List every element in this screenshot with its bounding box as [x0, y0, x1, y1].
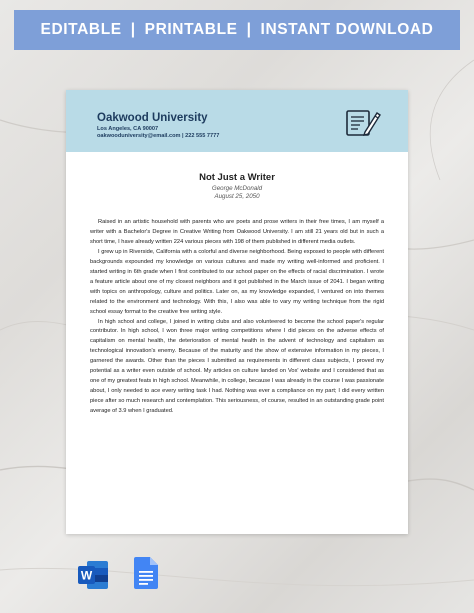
body-paragraph: Raised in an artistic household with parents who are poets and prose writers in their free times, I am myself a writer with a Bachelor's Degree in Creative Writing from Oakwood University. I am still 21 years old but in such a short time, I have already written 224 various pieces with 198 of them published in different media outlets. — [90, 219, 384, 245]
microsoft-word-icon — [77, 560, 109, 590]
word-letter: W — [80, 568, 93, 583]
document-date: August 25, 2050 — [214, 193, 260, 200]
letterhead — [66, 90, 408, 152]
organization-name: Oakwood University — [97, 112, 208, 124]
banner-item-editable: EDITABLE — [40, 21, 122, 38]
document-body — [90, 218, 384, 417]
banner-item-instant-download: INSTANT DOWNLOAD — [260, 21, 434, 38]
body-paragraph: I grew up in Riverside, California with a colorful and diverse neighborhood. Being exposed to people with different backgrounds expounded my knowledge on various cultures and made my writing well-informed and proficient. I started writing in 6th grade when I first contributed to our school paper on the effects of racial discrimination. I wrote a feature article about one of my closest neighbors and it got published in the March issue of 2041. I began writing with topics on anthropology, culture and politics. Later on, as my knowledge expanded, I ventured on into themes related to the environment and technology. With this, I also was able to vary my writing technique from the rigid school essay format to the creative free writing style. — [90, 248, 384, 315]
banner-separator: | — [130, 21, 136, 38]
organization-contact: oakwooduniversity@email.com | 222 555 7777 — [97, 133, 220, 139]
google-docs-icon — [134, 557, 158, 589]
letter-document — [66, 90, 408, 534]
document-pen-icon — [344, 108, 382, 138]
body-paragraph: In high school and college, I joined in writing clubs and also volunteered to become the school paper's regular contributor. In high school, I won three major writing competitions where I did pieces on the adverse effects of capitalism on mental health, the deterioration of mental health in the advent of technology and capitalism as technological innovation's enemy. Because of the maturity and the show of extensive information in my pieces, I garnered the awards. Other than the pieces I submitted as requirements in different class subjects, I proved my potential as a writer even outside of school. My articles on culture landed on Vox' website and I considered that as one of my greatest feats in high school. Meanwhile, in college, because I was already in the course I was passionate about, I only needed to ace every writing task I had. Nothing was ever a compliance on my part; I did every written piece after so much research and contemplation. This seriousness, of course, resulted in an outstanding grade point average of 3.9 when I graduated. — [90, 318, 384, 415]
banner-separator: | — [246, 21, 252, 38]
document-author: George McDonald — [211, 185, 263, 192]
feature-banner — [14, 10, 460, 50]
organization-address: Los Angeles, CA 90007 — [97, 126, 159, 132]
banner-item-printable: PRINTABLE — [144, 21, 238, 38]
document-title: Not Just a Writer — [199, 172, 275, 183]
